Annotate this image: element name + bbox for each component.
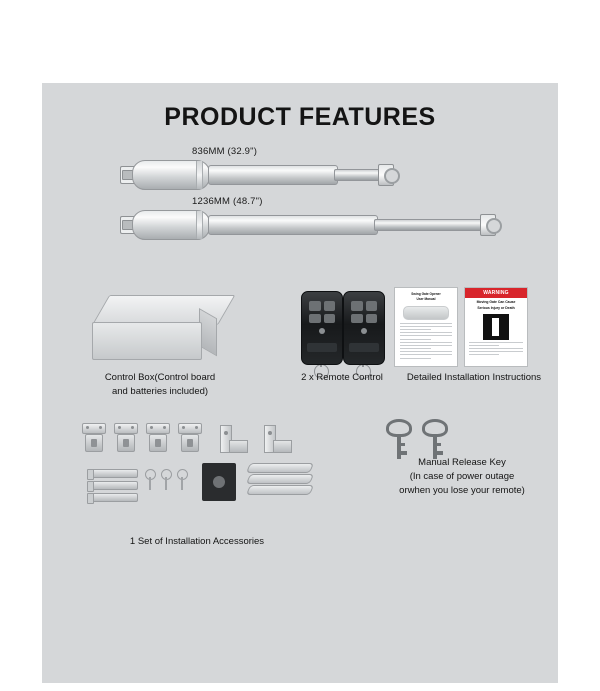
actuator-front-eyelet bbox=[384, 168, 400, 184]
product-features-page bbox=[42, 83, 558, 683]
installation-accessories-caption bbox=[82, 535, 312, 549]
warning-subtitle-line-2: Serious Injury or Death bbox=[477, 305, 515, 310]
remote-button-grid bbox=[309, 301, 335, 323]
actuator-rod bbox=[334, 169, 382, 181]
actuator-836mm-label: 836MM (32.9") bbox=[192, 146, 258, 157]
manual-release-key-caption-line-3: orwhen you lose your remote) bbox=[399, 484, 525, 496]
cotter-pin bbox=[148, 469, 152, 489]
warning-pictogram bbox=[483, 314, 509, 340]
hinge-bracket bbox=[146, 423, 168, 451]
control-box-illustration bbox=[92, 295, 224, 361]
remote-control-2 bbox=[343, 291, 385, 365]
page-title: PRODUCT FEATURES bbox=[164, 103, 436, 131]
anchor-bolt bbox=[90, 493, 138, 502]
manual-release-key-caption-line-1: Manual Release Key bbox=[418, 457, 506, 468]
remote-led bbox=[319, 328, 325, 334]
remote-control-caption bbox=[282, 371, 402, 385]
actuator-1236mm-label: 1236MM (48.7") bbox=[192, 196, 263, 207]
manual-title-line-2: User Manual bbox=[416, 296, 436, 301]
anchor-bolt bbox=[90, 481, 138, 490]
remote-button-grid bbox=[351, 301, 377, 323]
remote-led bbox=[361, 328, 367, 334]
cotter-pin bbox=[164, 469, 168, 489]
manual-thumbnail bbox=[394, 287, 458, 367]
control-box-caption bbox=[80, 371, 240, 399]
manual-release-key-1 bbox=[386, 419, 412, 459]
hinge-bracket bbox=[178, 423, 200, 451]
warning-label-thumbnail bbox=[464, 287, 528, 367]
warning-header: WARNING bbox=[465, 288, 527, 298]
manual-release-key-2 bbox=[422, 419, 448, 459]
warning-subtitle-line-1: Moving Gate Can Cause bbox=[476, 300, 516, 304]
warning-text-lines bbox=[465, 342, 527, 355]
manual-release-key-caption-line-2: (In case of power outage bbox=[409, 470, 515, 482]
control-box-caption-line-2: and batteries included) bbox=[111, 385, 209, 397]
actuator-1236mm bbox=[120, 207, 502, 241]
remote-label-strip bbox=[307, 343, 337, 352]
hinge-bracket bbox=[82, 423, 104, 451]
actuator-836mm bbox=[120, 157, 398, 191]
mounting-plate bbox=[202, 463, 236, 501]
control-box-caption-line-1: Control Box(Control board bbox=[104, 372, 216, 383]
actuator-motor-housing bbox=[132, 160, 210, 190]
installation-instructions-caption bbox=[394, 371, 554, 385]
control-box-front bbox=[92, 322, 202, 360]
hinge-bracket bbox=[114, 423, 136, 451]
l-bracket bbox=[264, 425, 290, 451]
manual-cover-image bbox=[403, 306, 449, 320]
installation-accessories-caption-line-1: 1 Set of Installation Accessories bbox=[129, 536, 265, 547]
actuator-tube bbox=[208, 165, 338, 185]
actuator-tube bbox=[208, 215, 378, 235]
remote-control-caption-line-1: 2 x Remote Control bbox=[301, 372, 383, 383]
actuator-rod bbox=[374, 219, 484, 231]
manual-title-line-1: Swing Gate Opener bbox=[411, 292, 441, 296]
remote-control-1 bbox=[301, 291, 343, 365]
manual-release-key-caption bbox=[372, 456, 552, 497]
actuator-motor-housing bbox=[132, 210, 210, 240]
remote-label-strip bbox=[349, 343, 379, 352]
cotter-pin bbox=[180, 469, 184, 489]
actuator-front-eyelet bbox=[486, 218, 502, 234]
mounting-straps bbox=[248, 461, 312, 501]
l-bracket bbox=[220, 425, 246, 451]
manual-text-lines bbox=[395, 323, 457, 359]
anchor-bolt bbox=[90, 469, 138, 478]
installation-instructions-caption-line-1: Detailed Installation Instructions bbox=[406, 372, 542, 383]
